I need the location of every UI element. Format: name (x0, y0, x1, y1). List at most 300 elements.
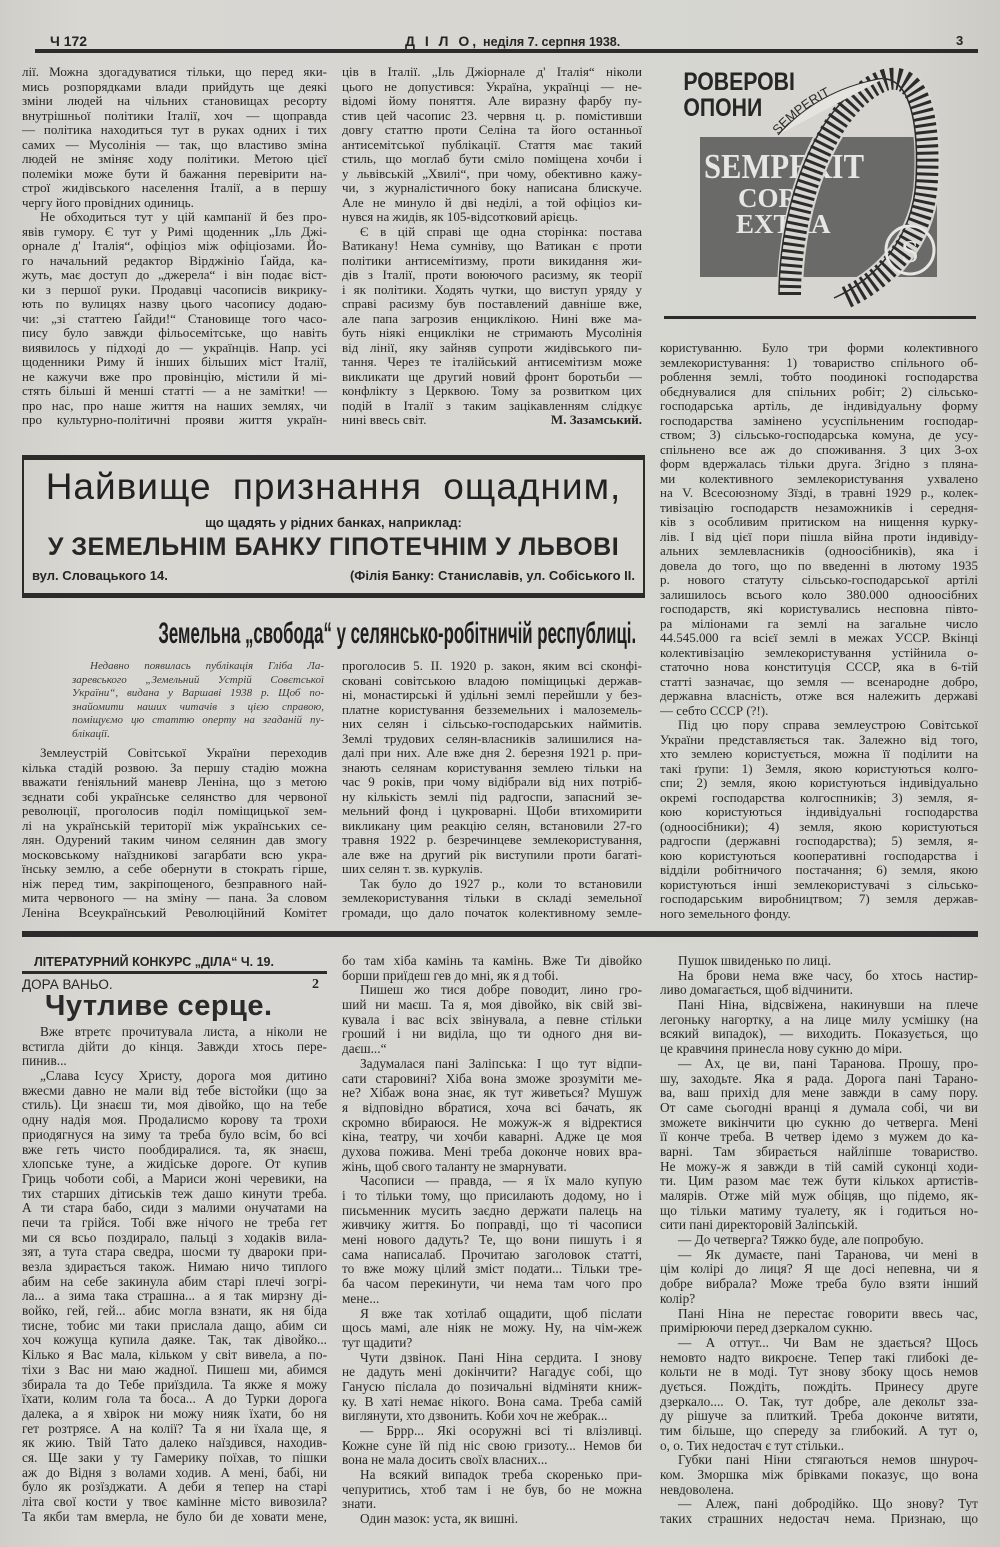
text-line: сати старовині? Хіба вона зможе зрозуміти ме- (342, 1071, 642, 1086)
text-line: жінь, щоб свого таланту не змарнувати. (342, 1159, 567, 1174)
italy-article-col-2 (342, 65, 642, 428)
text-line: Чути дзвінок. Пані Ніна сердита. І знову (360, 1350, 642, 1365)
text-line: Гриць чоботи собі, а Мариси жоні черевики, на (22, 1171, 327, 1186)
text-line: зможете викінчити цю сукню до четверга. Мені (660, 1115, 978, 1130)
text-line: і то тільки тому, що присилають додому, но і (342, 1189, 642, 1203)
land-article-intro (72, 660, 324, 742)
text-line: ший ни маєш. Та я, моя дівойко, вік свій зві- (342, 998, 642, 1013)
installment-number: 2 (312, 977, 319, 992)
text-line: господарств, які користувались несповна півто- (660, 602, 978, 616)
text-line: зят, а тута стара сведра, шосми ту двароки при- (22, 1245, 327, 1260)
paragraph (342, 1307, 642, 1351)
text-line: ного земельного фонду. (660, 906, 791, 921)
text-line: ми ся всьо поздирало, пальці з ходаків вила- (22, 1230, 327, 1245)
text-line: тисне, тобис ми таки прислала дащо, абим си (22, 1318, 327, 1333)
text-line: живчику життя. Бо поправді, що ті часописи (342, 1218, 642, 1233)
text-line: це кравчиня принесла нову сукню до міри. (660, 1042, 903, 1057)
text-line: самих — Мусолінія — так, що властиво зміна (22, 137, 327, 152)
text-line: довела до того, що по введенні в лютому 1935 (660, 558, 978, 573)
text-line: буть ніякі енцикліки не стримають Мусолінія (342, 326, 642, 340)
text-line: щоденники Риму й інших більших міст Італії, (22, 355, 327, 369)
bank-branch: (Філія Банку: Станиславів, ул. Собіського II. (349, 568, 635, 583)
text-line: ливо домагається, щоб відчинити. (660, 983, 853, 998)
text-line: На брови нема вже часу, бо хтось настир- (678, 968, 978, 983)
text-line: господарським виробництвом; 7) земля держав- (660, 892, 978, 906)
text-line: не? Хібаж вона знає, як тут живеться? Мушуж (342, 1086, 642, 1101)
text-line: р. нового статуту сільсько-господарської артілі (660, 573, 978, 587)
italy-article-col-1 (22, 65, 327, 428)
text-line: від лінії, яку зайняв супроти жидівського пи- (342, 340, 642, 355)
text-line: блікації. (72, 727, 110, 740)
text-line: землекористування тільки в складі земельної (342, 891, 642, 905)
text-line: — політика находиться тут в руках одних і тих (22, 123, 327, 137)
text-line: ся. Ще заки у ту Гамерику поїхав, то пішки (22, 1450, 327, 1465)
text-line: залишилось всього коло 380.000 одноосібних (660, 587, 978, 602)
text-line: було як розїзджати. А деби я тепер на старі (22, 1480, 327, 1495)
paragraph (660, 1307, 978, 1336)
text-line: ми колективного землекористування ухвалено (660, 471, 978, 486)
text-line: них селян і сільсько-господарських наймитів. (342, 717, 642, 731)
text-line: Та якби там вмерла, не було би де ховати мене, (22, 1509, 327, 1524)
text-line: невдоволена. (660, 1482, 734, 1497)
bank-name: У ЗЕМЕЛЬНІМ БАНКУ ГІПОТЕЧНІМ У ЛЬВОВІ (47, 533, 620, 561)
text-line: платне користування безземельних і малоземель- (342, 702, 642, 717)
text-line: вважати ґеніяльний маневр Леніна, що з метою (22, 775, 327, 789)
text-line: везла здирається також. Нимаю ничо типлого (22, 1260, 327, 1274)
text-line: виявилось у підході до — українців. Напр. усі (22, 340, 327, 355)
text-line: літа свої кости у твоє камінне місто вивозила? (22, 1495, 327, 1509)
text-line: абим на себе закинула абим старі плечі зогрі- (22, 1274, 327, 1289)
text-line: і як політики. Ходять чутки, що виступ уряду у (342, 282, 642, 297)
text-line: — Алеж, пані добродійко. Що знову? Тут (678, 1497, 978, 1512)
text-line: печи та грійся. Тобі вже нічого не треба гет (22, 1215, 327, 1230)
text-line: лії. Можна здогадуватися тільки, що перед яки- (22, 65, 327, 79)
paragraph (22, 746, 327, 920)
text-line: орнале д' Італія“, офіціоз між офіціозами. Йо- (22, 239, 327, 253)
paragraph (342, 1468, 642, 1512)
paragraph (342, 1174, 642, 1306)
paragraph (342, 659, 642, 877)
text-line: ших селян т. зв. куркулів. (342, 862, 483, 876)
paragraph (660, 1248, 978, 1307)
text-line: полеміки може бути й бажання перевірити на- (22, 166, 327, 181)
logo-letter: S (901, 233, 919, 269)
text-line: як жию. Твій Тато далеко наїздився, находив- (22, 1436, 327, 1451)
story-author: ДОРА ВАНЬО. (22, 977, 113, 992)
text-line: громади, що дало початок колективному земле- (342, 905, 642, 920)
text-line: радгоспи (державні господарства); 5) земля, я- (660, 834, 978, 848)
text-line: — А оттут... Чи Вам не здається? Щось (678, 1335, 978, 1350)
text-line: виглянути, хто дзвонить. Коби хоч не жебрак... (342, 1409, 608, 1424)
text-line: Пані Ніна, відсвіжена, накинувши на плече (678, 998, 978, 1013)
text-line: письменник мусить заєдно держати палець на (342, 1203, 642, 1218)
text-line: я відповідно вбратися, хоча всі бачать, як (342, 1100, 642, 1115)
text-line: про нас, про наше життя на наших землях, чи (22, 398, 327, 413)
bank-ad-subline: що щадять у рідних банках, наприклад: (205, 515, 462, 530)
text-line: духова пожива. Мені треба доконче нових вра- (342, 1144, 642, 1159)
text-line: лі на українській території між українських се- (22, 818, 327, 833)
text-line: малярів. Отже мій муж обіцяв, що підемо, як- (660, 1189, 978, 1203)
text-line: колективізацію землекористування устійнила о- (660, 645, 978, 660)
ad-line-cord: CORD (738, 183, 818, 213)
text-line: Кожне суне їй під ніс свою гризоту... Немов би (342, 1438, 642, 1453)
text-line: стив цей часопис 23. червня ц. р. помістивши (342, 108, 642, 123)
text-line: господарська артіль, де індивідуальну форму (660, 399, 978, 413)
contest-series-label: ЛІТЕРАТУРНИЙ КОНКУРС „ДІЛА“ Ч. 19. (34, 955, 274, 969)
text-line: вона не мала досить своїх власних... (342, 1453, 548, 1468)
text-line: Вже втретє прочитувала листа, а ніколи не (40, 1025, 327, 1039)
text-line: таких страшних недостач нема. Признаю, що (660, 1512, 978, 1527)
bank-address: вул. Словацького 14. (32, 568, 168, 583)
paragraph (660, 1336, 978, 1454)
text-line: нувся на жидів, як 105-відсотковий арієць. (342, 210, 578, 224)
paragraph (660, 1057, 978, 1233)
text-line: статочно нова конституція СССР, яка в 6-тій (660, 660, 978, 674)
paragraph (660, 954, 978, 969)
text-line: кілька стадій розвою. За першу стадію можна (22, 760, 327, 775)
text-line: го начальний редактор Вірджініо Ґайда, ка- (22, 253, 327, 268)
paragraph (342, 1424, 642, 1468)
text-line: ти. Цим разом має теж бути кількох артистів- (660, 1174, 978, 1189)
text-line: але вже на другий рік виступили проти багаті- (342, 847, 642, 862)
text-line: внутрішньої політики Італії, хоч — щоправда (22, 108, 327, 123)
text-line: чепуритись, хтоб там і не був, бо не можна (342, 1482, 642, 1497)
text-line: пинив... (22, 1054, 67, 1069)
text-line: колір? (660, 1291, 696, 1306)
bank-advertisement (22, 455, 645, 598)
text-line: Не можу-ж я завжди в тій самій суконці ходи- (660, 1159, 978, 1174)
text-line: не дадуть мені докінчити? Нагадує собі, що (342, 1365, 642, 1380)
text-line: примірюючи перед дзеркалом сукню. (660, 1321, 873, 1336)
text-line: ду рішуче за плиткий. Треба доконче витяти, (660, 1409, 978, 1424)
masthead-title: Д І Л О, (405, 33, 480, 49)
text-line: чи, з журналістичного боку написана блискуче. (342, 181, 642, 195)
text-line: дується. Пождіть, пождіть. Принесу друге (660, 1379, 978, 1394)
paragraph (660, 1497, 978, 1526)
paragraph (342, 983, 642, 1056)
text-line: знайомити наших читачів з цією справою, (72, 700, 324, 713)
text-line: Під цю пору справа землеустрою Совітської (678, 718, 978, 732)
text-line: цім колірі до лиця? Я ще досі непевна, чи я (660, 1262, 978, 1277)
paragraph (660, 718, 978, 921)
story-col-3 (660, 954, 978, 1527)
text-line: аж до Відня з волами ходив. А мені, бабі, ни (22, 1465, 327, 1480)
text-line: чергу його провідних одиниць. (22, 195, 194, 210)
text-line: ством; 3) сільсько-господарська комуна, де усу- (660, 428, 978, 442)
text-line: сама написалаб. Прочитаю заголовок статті, (342, 1247, 642, 1262)
text-line: варні. Там збирається найліпше товариство. (660, 1144, 978, 1159)
text-line: мене... (342, 1291, 380, 1306)
text-line: конфлікту з Церквою. Тому за розвитком цих (342, 384, 642, 398)
text-line: пису було завжди фільосемітське, що навіть (22, 326, 327, 340)
text-line: кольти не в моді. Тут знову збоку щось немов (660, 1365, 978, 1380)
text-line: — Бррр... Які осоружні всі ті влізливці. (360, 1424, 642, 1438)
text-line: цього не допустився: Україна, українці — не- (342, 79, 642, 94)
text-line: Один мазок: уста, як вишні. (360, 1512, 519, 1527)
paragraph (660, 969, 978, 998)
text-line: про культурно-політичні прояви життя україн- (22, 413, 327, 427)
text-line: травня 1922 р. безречинцеве землекористування, (342, 833, 642, 847)
text-line: далека, а я хвірок ни можу нияк їхати, бо ня (22, 1406, 327, 1421)
text-line: користуються інші землекористувачі з сільсько- (660, 877, 978, 892)
text-line: мита червоного — на зміну — пана. За словом (22, 891, 327, 905)
text-line: Землі трудових селян-власників залишилися на- (342, 731, 642, 746)
paragraph (72, 660, 324, 742)
text-line: роблення землі, тобто поодинокі господарства (660, 370, 978, 384)
text-line: статті зазначає, що земля — всенародне добро, (660, 674, 978, 689)
text-line: справі расизму був поставлений давніше вже, (342, 297, 642, 311)
text-line: поміщуємо цю статтю оперту на згаданій пу- (72, 714, 324, 727)
land-article-title: Земельна „свобода“ у селянсько-робітничій республиці. (158, 617, 637, 650)
text-line: кіна, театру, чи хочби каварні. Адже це моя (342, 1130, 642, 1145)
text-line: 44.545.000 га всієї землі в межах УССР. Вкінці (660, 631, 978, 645)
text-line: шу, заходьте. Яка я рада. Дорога пані Тарано- (660, 1071, 978, 1086)
text-line: антисемітської публікації. Стаття має такий (342, 137, 642, 152)
text-line: заревського „Земельний Устрій Совєтської (72, 673, 324, 686)
paragraph (342, 1351, 642, 1424)
text-line: — Ах, це ви, пані Таранова. Прошу, про- (678, 1056, 978, 1071)
text-line: України“, видана у Варшаві 1938 р. Щоб по- (72, 687, 324, 700)
text-line: ра міліонами га землі на загальне число (660, 616, 978, 631)
text-line: землекористування: 1) товариство спільного об- (660, 355, 978, 370)
text-line: щось мамі, але ніяк не можу. Ну, на чім-жеж (342, 1321, 642, 1336)
text-line: встигла дійти до кінця. Завжди хтось пере- (22, 1039, 327, 1054)
text-line: подій в Італії з таким зацікавленням слідкує (342, 398, 642, 413)
text-line: знати. (342, 1497, 377, 1512)
land-article-col-3 (660, 341, 978, 921)
text-line: бо там хіба камінь та камінь. Вже Ти дівойко (342, 954, 642, 968)
text-line: даєш...“ (342, 1042, 387, 1057)
land-article-col-2 (342, 659, 642, 920)
text-line: Губки пані Ніни стягаються немов шнуроч- (678, 1453, 978, 1468)
ad-brand: SEMPERIT (704, 147, 864, 186)
text-line: — себто СССР (?!). (660, 703, 769, 718)
text-line: легоньку нагортку, а на лице милу усмішку (на (660, 1012, 978, 1027)
text-line: спільнено все аж до споживання. З цих 3-ох (660, 442, 978, 457)
paragraph (342, 1057, 642, 1175)
text-line: А ти стара бабо, сиди з малими онучатами на (22, 1201, 327, 1216)
text-line: одну надія моя. Продалисмо корову та трохи (22, 1113, 327, 1128)
text-line: тіхи з Вас ни маю жадної. Пишеш ми, абимся (22, 1362, 327, 1377)
text-line: Недавно появилась публікація Гліба Ла- (90, 660, 324, 672)
paragraph (342, 1512, 642, 1527)
text-line: знають селянам користування землею тільки на (342, 760, 642, 775)
text-line: стять більші й менші статті — а не замітки! — (22, 384, 327, 398)
text-line: ють по вулицях назву цього часопису додаю- (22, 297, 327, 311)
text-line: державна власність, отже вся належить державі (660, 689, 978, 703)
paragraph (22, 1025, 327, 1069)
paragraph (660, 341, 978, 718)
story-col-1 (22, 1025, 327, 1524)
text-line: кою користуються індивідуальні господарства (660, 805, 978, 819)
story-col-2 (342, 954, 642, 1527)
text-line: викликати ще другий новий фронт боротьби — (342, 369, 642, 384)
paragraph (22, 210, 327, 428)
text-line: гроший і ни виділа, що ти одного дня ви- (342, 1027, 642, 1042)
text-line: не кажучи вже про провінцію, містили й мі- (22, 369, 327, 384)
text-line: Пишеш жо тися добре поводит, лино гро- (360, 983, 642, 998)
land-article-col-1 (22, 746, 327, 920)
page-number: 3 (956, 33, 964, 48)
text-line: відділи робітничого постачання; 6) земля, якою (660, 863, 978, 877)
text-line: ків з особливим притиском на нищення курку- (660, 515, 978, 529)
text-line: окремі господарства колгоспників; 3) земля, я- (660, 790, 978, 805)
text-line: обєднувалися для спільних робіт; 2) сільсько- (660, 384, 978, 399)
ad-line-extra: EXTRA (736, 209, 831, 239)
text-line: хлопське туне, а жидіське дороге. От купив (22, 1157, 327, 1172)
text-line: нині ввесь світ. (342, 413, 427, 427)
bank-ad-headline: Найвище признання ощадним, (45, 466, 622, 507)
text-line: (одноосібники); 4) земля, якою користуються (660, 819, 978, 834)
tire-brand-text: SEMPERIT (769, 84, 832, 138)
text-line: України представляється так. Залежно від того, (660, 732, 978, 747)
text-line: — Як думаєте, пані Таранова, чи мені в (678, 1247, 978, 1262)
text-line: ців в Італії. „Іль Джіорнале д' Італія“ ніколи (342, 65, 642, 79)
text-line: жуть, має доступ до „джерела“ і він подає віст- (22, 268, 327, 282)
text-line: „Слава Ісусу Христу, дорога моя дитино (40, 1069, 327, 1084)
text-line: хоч кожуща купила даяке. Так, так дівойко... (22, 1333, 327, 1348)
text-line: кувала і вас всіх звінувала, а певне стільки (342, 1012, 642, 1027)
text-line: ну кількість землі під радгоспи, запасний зе- (342, 789, 642, 804)
text-line: строї жидівського населення Італії, а в першу (22, 181, 327, 195)
text-line: форм вдержалась тільки друга. Згідно з пляна- (660, 457, 978, 471)
text-line: людей не зміняє ходу політики. Метою цієї (22, 152, 327, 166)
text-line: Ватикану! Нема сумніву, що Ватикан є проти (342, 239, 642, 253)
text-line: чи: „зі статтею Ґайди!“ Становище того часо- (22, 311, 327, 326)
text-line: скромно вбираюся. Не можуж-ж я відректися (342, 1115, 642, 1130)
text-line: то вже можу цілий зміст подати... Тільки тре- (342, 1262, 642, 1277)
text-line: Але не минуло й дві неділі, а той офіціоз ки- (342, 195, 642, 210)
text-line: ніж перед тим, закріпощеного, безправного най- (22, 876, 327, 891)
text-line: Землеустрій Совітської України переходив (40, 746, 327, 760)
text-line: немовто надто викроєне. Тепер такі глибокі де- (660, 1350, 978, 1365)
paragraph (22, 1069, 327, 1524)
text-line: добре вибрала? Може треба було взяти інший (660, 1277, 978, 1292)
text-line: От саме сьогодні вранці я думала собі, чи ви (660, 1100, 978, 1115)
text-line: тим більше, що спереду за глибокий. А тут о, (660, 1424, 978, 1438)
text-line: що тільки матиму туалету, як і годиться но- (660, 1203, 978, 1218)
paragraph (660, 998, 978, 1057)
text-line: ку. В хаті немає нікого. Вона сама. Треба самій (342, 1394, 642, 1409)
text-line: приодягнуся на зиму та треба було всім, бо всі (22, 1127, 327, 1142)
text-line: ва, ваш прихід для мене завжди в саму пору. (660, 1086, 978, 1101)
text-line: альних землевласників (одноосібників), яка і (660, 544, 978, 558)
text-line: Задумалася пані Заліпська: І що тут відпи- (360, 1056, 642, 1071)
text-line: далі при них. Але вже дня 2. березня 1921 р. при- (342, 746, 642, 760)
text-line: тут щадити? (342, 1335, 413, 1350)
text-line: але папа загрозив енциклікою. Нині вже ма- (342, 311, 642, 326)
text-line: час 9 років, при чому відібрали від них потріб- (342, 775, 642, 789)
text-line: відомі йому поняття. Але виразну фарбу пу- (342, 94, 642, 108)
text-line: тих старших дітиськів теж дашо кинути треба. (22, 1186, 327, 1201)
text-line: ла... а зима така страшна... а я так мирзну ді- (22, 1289, 327, 1304)
text-line: Так було до 1927 р., коли то встановили (360, 876, 642, 891)
text-line: московському наїздникові загарбати всю укра- (22, 847, 327, 862)
paragraph (342, 954, 642, 983)
text-line: проголосив 5. II. 1920 р. закон, яким всі сконфі- (342, 659, 642, 673)
text-line: борши приїдеш гев до мні, як я д тобі. (342, 968, 559, 983)
text-line: гет розтрясе. А на колії? Та я ни їхала ще, я (22, 1421, 327, 1436)
paragraph (660, 1233, 978, 1248)
text-line: тання. Через те італійський антисемітизм може (342, 355, 642, 369)
text-line: вжесми давно не мали від тебе вістойки (що за (22, 1083, 327, 1098)
text-line: Леніна Всеукраїнський Революційний Комітет (22, 905, 327, 920)
text-line: стиль). Ци знаєш ти, моя дівойко, що на тебе (22, 1098, 327, 1113)
paragraph (342, 65, 642, 225)
issue-number: Ч 172 (50, 33, 88, 49)
text-line: всякий випадок), — виходить. Показується, що (660, 1027, 978, 1042)
text-line: кою користуються кооперативні господарства і (660, 848, 978, 863)
text-line: господарства замінено усуспільненим господар- (660, 413, 978, 428)
text-line: зєднати собі українське селянство для червоної (22, 789, 327, 804)
text-line: її конче треба. В четвер ідемо з мужем до ка- (660, 1130, 978, 1145)
text-line: мись розпорядками влади прийдуть ще деякі (22, 79, 327, 94)
text-line: спи; 2) земля, якою користуються індивідуально (660, 776, 978, 790)
text-line: Пані Ніна не перестає говорити ввесь час, (678, 1306, 978, 1321)
text-line: їнську землю, а себе обернути в стократь гірше, (22, 862, 327, 876)
text-line: стиль, що моглаб бути сміло поміщена хочби і (342, 152, 642, 166)
text-line: Часописи — правда, — я їх мало купую (360, 1174, 642, 1189)
text-line: хто землею користується, можна її поділити на (660, 747, 978, 761)
text-line: довгу статтю проти Селіна та його останньої (342, 123, 642, 137)
text-line: на V. Всесоюзному Зїзді, в травні 1929 р., колек- (660, 486, 978, 500)
story-title: Чутливе серце. (45, 990, 273, 1022)
text-line: революції, проголосив поділ поміщицької зем- (22, 804, 327, 818)
text-line: такі ґрупи: 1) Земля, якою користуються колго- (660, 761, 978, 776)
text-line: політики антисемітизму, проти викидання жи- (342, 253, 642, 268)
section-divider-rule (22, 931, 978, 937)
text-line: На всякий випадок треба скоренько при- (360, 1468, 642, 1483)
text-line: Кілько я Вас мала, кільком у світ вивела, а по- (22, 1348, 327, 1363)
text-line: ком. Зморшка між брівками показує, що вона (660, 1468, 978, 1483)
text-line: сковані совітською владою поміщицькі держав- (342, 673, 642, 688)
text-line: Не обходиться тут у цій кампанії й без про- (40, 210, 327, 224)
text-line: дів з Італії, проти воюючого расизму, як теорії (342, 268, 642, 282)
text-line: ні, монастирські й удільні землі перейшли у без- (342, 688, 642, 702)
paragraph (342, 877, 642, 921)
text-line: мельний фонд і цукроварні. Щоби втихомирити (342, 804, 642, 818)
text-line: ба часом перекинути, чи нема там чого про (342, 1277, 642, 1292)
author-signature: М. Зазамський. (550, 412, 642, 427)
text-line: дзеркало.... О. Так, тут добре, але декольт зза- (660, 1394, 978, 1409)
text-line: — До четверга? Тяжко буде, але попробую. (678, 1233, 924, 1248)
series-rule (22, 971, 327, 974)
text-line: вже геть чисто пообдиралися. та, як знаєш, (22, 1142, 327, 1157)
text-line: лів. І від цієї пори пішла війна проти індивіду- (660, 529, 978, 544)
text-line: Є в цій справі ще одна сторінка: постава (360, 224, 642, 239)
text-line: лян. Одурений таким чином селянин дав змогу (22, 833, 327, 847)
text-line: мені нового дадуть? Те, що вони пишуть і я (342, 1233, 642, 1248)
text-line: войко, гей, гей... абис могла взнати, як ня біда (22, 1304, 327, 1319)
masthead (405, 33, 620, 49)
text-line: Я вже так хотілаб ощадити, щоб післати (360, 1306, 642, 1321)
ad-heading-line2: ОПОНИ (683, 93, 763, 122)
text-line: зміни людей на чільних становищах ресорту (22, 94, 327, 108)
text-line: о, о. Тих недостач є тут стільки.. (660, 1438, 845, 1453)
text-line: явів гумору. Є тут у Римі щоденник „Іль Джі- (22, 224, 327, 239)
text-line: користуванню. Було три форми колективного (660, 341, 978, 355)
ad-bottom-rule (664, 316, 976, 319)
text-line: у львівській „Хвилі“, при чому, обективно кажу- (342, 166, 642, 181)
text-line: викликану цим реакцію селян, встановили 27-го (342, 818, 642, 833)
semperit-tire-ad (640, 40, 1000, 330)
paragraph (22, 65, 327, 210)
text-line: тивізацію господарств незаможників і середня- (660, 500, 978, 515)
text-line: Ганусю післала до позичальні відміняти книж- (342, 1379, 642, 1394)
paragraph (342, 225, 642, 428)
ad-heading-line1: РОВЕРОВІ (683, 67, 795, 96)
text-line: їхати, колим гола та боса... А до Турки дорога (22, 1392, 327, 1407)
